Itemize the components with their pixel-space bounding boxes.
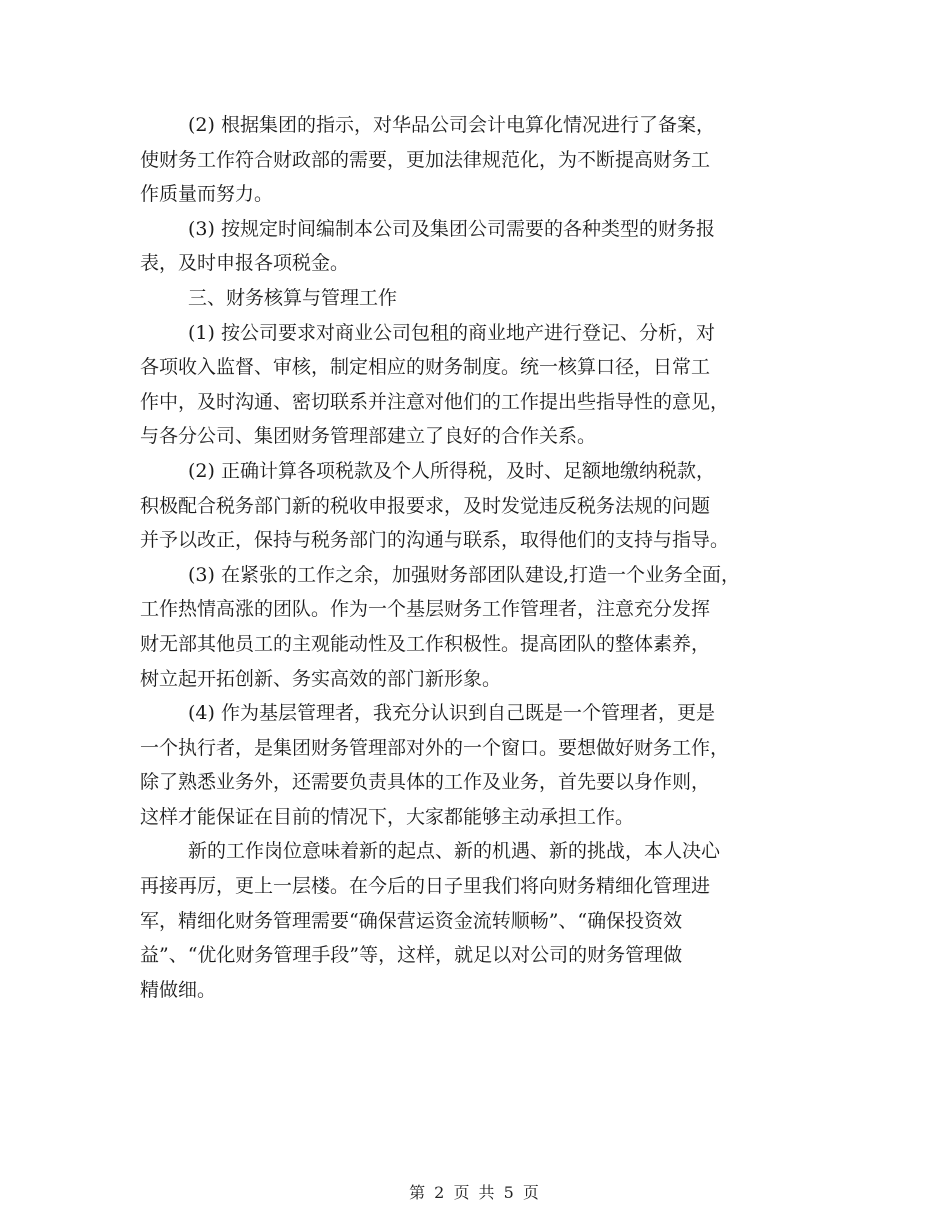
text-line: 精做细。 [140,978,217,1001]
text-line: 积极配合税务部门新的税收申报要求，及时发觉违反税务法规的问题 [140,494,711,517]
text-line: (1) 按公司要求对商业公司包租的商业地产进行登记、分析，对 [188,321,715,344]
text-line: 除了熟悉业务外，还需要负责具体的工作及业务，首先要以身作则， [140,771,711,794]
text-line: 新的工作岗位意味着新的起点、新的机遇、新的挑战，本人决心 [188,840,721,863]
paragraph-4-grassroots-manager [140,696,810,834]
text-line: 益”、“优化财务管理手段”等，这样，就足以对公司的财务管理做 [140,944,683,967]
text-line: 作质量而努力。 [140,183,274,206]
paragraph-3-financial-reports [140,212,810,281]
text-line: 树立起开拓创新、务实高效的部门新形象。 [140,667,502,690]
text-line: 这样才能保证在目前的情况下，大家都能够主动承担工作。 [140,805,635,828]
text-line: 工作热情高涨的团队。作为一个基层财务工作管理者，注意充分发挥 [140,598,711,621]
text-line: 与各分公司、集团财务管理部建立了良好的合作关系。 [140,425,597,448]
text-line: 表，及时申报各项税金。 [140,252,350,275]
text-line: 一个执行者，是集团财务管理部对外的一个窗口。要想做好财务工作， [140,736,730,759]
page-number-footer: 第 2 页 共 5 页 [409,1183,541,1202]
paragraph-3-team-building [140,558,810,696]
text-line: 财无部其他员工的主观能动性及工作积极性。提高团队的整体素养， [140,632,711,655]
text-line: (4) 作为基层管理者，我充分认识到自己既是一个管理者，更是 [188,702,715,725]
paragraph-new-position [140,834,810,1007]
text-line: (2) 正确计算各项税款及个人所得税，及时、足额地缴纳税款， [188,459,715,482]
section-heading [140,281,810,316]
paragraph-2-accounting-record [140,108,810,212]
document-body [140,108,810,1007]
text-line: (3) 按规定时间编制本公司及集团公司需要的各种类型的财务报 [188,217,715,240]
text-line: (3) 在紧张的工作之余，加强财务部团队建设,打造一个业务全面， [188,563,740,586]
paragraph-1-commercial-property [140,316,810,454]
text-line: 并予以改正，保持与税务部门的沟通与联系，取得他们的支持与指导。 [140,529,730,552]
text-line: 各项收入监督、审核，制定相应的财务制度。统一核算口径，日常工 [140,356,711,379]
text-line: 使财务工作符合财政部的需要，更加法律规范化，为不断提高财务工 [140,148,711,171]
text-line: 作中，及时沟通、密切联系并注意对他们的工作提出些指导性的意见， [140,390,730,413]
section-heading-text: 三、财务核算与管理工作 [188,286,398,309]
paragraph-2-tax-calculation [140,454,810,558]
text-line: 再接再厉，更上一层楼。在今后的日子里我们将向财务精细化管理进 [140,875,711,898]
text-line: 军，精细化财务管理需要“确保营运资金流转顺畅”、“确保投资效 [140,909,683,932]
text-line: (2) 根据集团的指示，对华品公司会计电算化情况进行了备案， [188,114,715,136]
